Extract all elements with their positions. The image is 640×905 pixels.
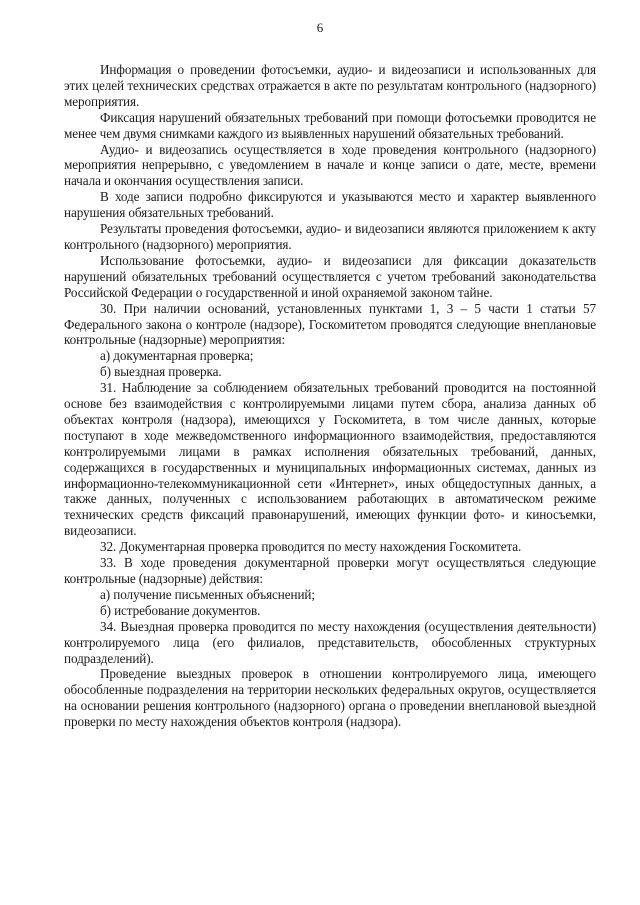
paragraph-item-30: 30. При наличии оснований, установленных пунктами 1, 3 – 5 части 1 статьи 57 Федерального закона о контроле (надзоре), Госкомитетом проводятся следующие внеплановые контрольные (надзорные) мероприятия: [64,300,596,348]
document-body [64,62,596,730]
paragraph-photo-fixation: Фиксация нарушений обязательных требований при помощи фотосъемки проводится не менее чем двумя снимками каждого из выявленных нарушений обязательных требований. [64,109,596,141]
paragraph-field-inspections: Проведение выездных проверок в отношении контролируемого лица, имеющего обособленные подразделения на территории нескольких федеральных округов, осуществляется на основании решения контрольного (надзорного) органа о проведении внеплановой выездной проверки по месту нахождения объектов контроля (надзора). [64,666,596,730]
paragraph-photo-info: Информация о проведении фотосъемки, аудио- и видеозаписи и использованных для этих целей технических средствах отражается в акте по результатам контрольного (надзорного) мероприятия. [64,62,596,109]
page-number: 6 [316,20,324,35]
paragraph-item-31: 31. Наблюдение за соблюдением обязательных требований проводится на постоянной основе без взаимодействия с контролируемыми лицами путем сбора, анализа данных об объектах контроля (надзора), имеющихся у Госкомитета, в том числе данных, которые поступают в ходе межведомственного информационного взаимодействия, предоставляются контролируемыми лицами в рамках исполнения обязательных требований, данных, содержащихся в государственных и муниципальных информационных системах, данных из информационно-телекоммуникационной сети «Интернет», иных общедоступных данных, а также данных, полученных с использованием работающих в автоматическом режиме технических средств фиксаций правонарушений, имеющих функции фото- и киносъемки, видеозаписи. [64,380,596,539]
paragraph-item-33: 33. В ходе проведения документарной проверки могут осуществляться следующие контрольные (надзорные) действия: [64,555,596,586]
paragraph-secrecy: Использование фотосъемки, аудио- и видеозаписи для фиксации доказательств нарушений обязательных требований осуществляется с учетом требований законодательства Российской Федерации о государственной и иной охраняемой законом тайне. [64,252,596,300]
paragraph-recording-details: В ходе записи подробно фиксируются и указываются место и характер выявленного нарушения обязательных требований. [64,189,596,221]
paragraph-item-34: 34. Выездная проверка проводится по месту нахождения (осуществления деятельности) контролируемого лица (его филиалов, представительств, обособленных структурных подразделений). [64,618,596,666]
list-item-30a: а) документарная проверка; [100,348,254,364]
paragraph-item-32: 32. Документарная проверка проводится по месту нахождения Госкомитета. [100,539,522,555]
list-item-33a: а) получение письменных объяснений; [100,586,315,602]
paragraph-audio-video: Аудио- и видеозапись осуществляется в ходе проведения контрольного (надзорного) мероприятия непрерывно, с уведомлением в начале и конце записи о дате, месте, времени начала и окончания осуществления записи. [64,141,596,189]
paragraph-results-annex: Результаты проведения фотосъемки, аудио- и видеозаписи являются приложением к акту контрольного (надзорного) мероприятия. [64,221,596,252]
list-item-30b: б) выездная проверка. [100,364,222,380]
list-item-33b: б) истребование документов. [100,602,261,618]
